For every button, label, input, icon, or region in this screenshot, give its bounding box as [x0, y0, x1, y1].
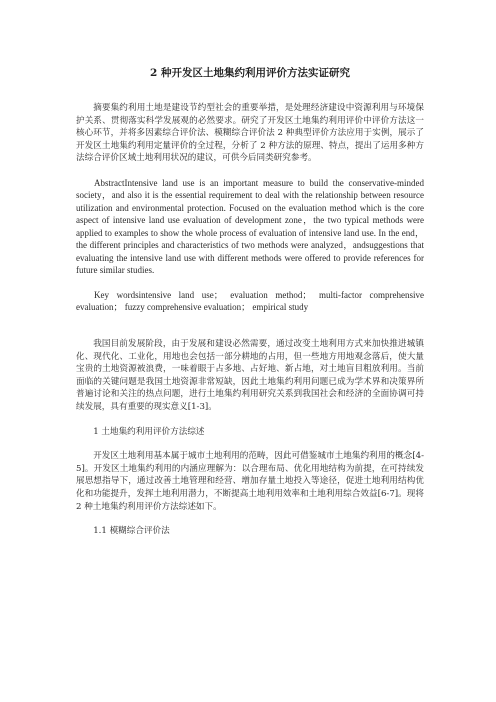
- intro-paragraph: 我国目前发展阶段，由于发展和建设必然需要，通过改变土地利用方式来加快推进城镇化、现代化、工业化，用地也会包括一部分耕地的占用，但一些地方用地观念落后，使大量宝贵的土地资源被浪费，一味着眼于占多地、占好地、新占地，对土地盲目粗放利用。当前面临的关键问题是我国土地资源非常短缺，因此土地集约利用问题已成为学术界和决策界所普遍讨论和关注的热点问题，进行土地集约利用研究关系到我国社会和经济的全面协调可持续发展，具有重要的现实意义[1-3]。: [76, 338, 424, 412]
- abstract-english: AbstractIntensive land use is an important measure to build the conservative-minded society，and also it is the essential requirement to deal with the relationship between resource utilization and environmental protection. Focused on the evaluation method which is the core aspect of intensive land use evaluation of development zone，the two typical methods were applied to examples to show the whole process of evaluation of intensive land use. In the end，the different principles and characteristics of two methods were analyzed，andsuggestions that evaluating the intensive land use with different methods were offered to provide references for future similar studies.: [76, 177, 424, 276]
- keywords: Key wordsintensive land use； evaluation method； multi-factor comprehensive evaluation； fuzzy comprehensive evaluation； empirical study: [76, 289, 424, 313]
- section-heading-1: 1 土地集约利用评价方法综述: [93, 426, 205, 437]
- abstract-chinese: 摘要集约利用土地是建设节约型社会的重要举措，是处理经济建设中资源利用与环境保护关系、贯彻落实科学发展观的必然要求。研究了开发区土地集约利用评价中评价方法这一核心环节，并将多因素综合评价法、模糊综合评价法 2 种典型评价方法应用于实例，展示了开发区土地集约利用定量评价的全过程，分析了 2 种方法的原理、特点，提出了运用多种方法综合评价区域土地利用状况的建议，可供今后同类研究参考。: [76, 103, 424, 164]
- subsection-heading-1-1: 1.1 模糊综合评价法: [93, 526, 170, 537]
- document-title: 2 种开发区土地集约利用评价方法实证研究: [150, 67, 350, 79]
- section-1-paragraph: 开发区土地利用基本属于城市土地利用的范畴，因此可借鉴城市土地集约利用的概念[4-5]。开发区土地集约利用的内涵应理解为：以合理布局、优化用地结构为前提，在可持续发展思想指导下，通过改善土地管理和经营、增加存量土地投入等途径，促进土地利用结构优化和功能提升，发挥土地利用潜力，不断提高土地利用效率和土地利用综合效益[6-7]。现将 2 种土地集约利用评价方法综述如下。: [76, 451, 424, 512]
